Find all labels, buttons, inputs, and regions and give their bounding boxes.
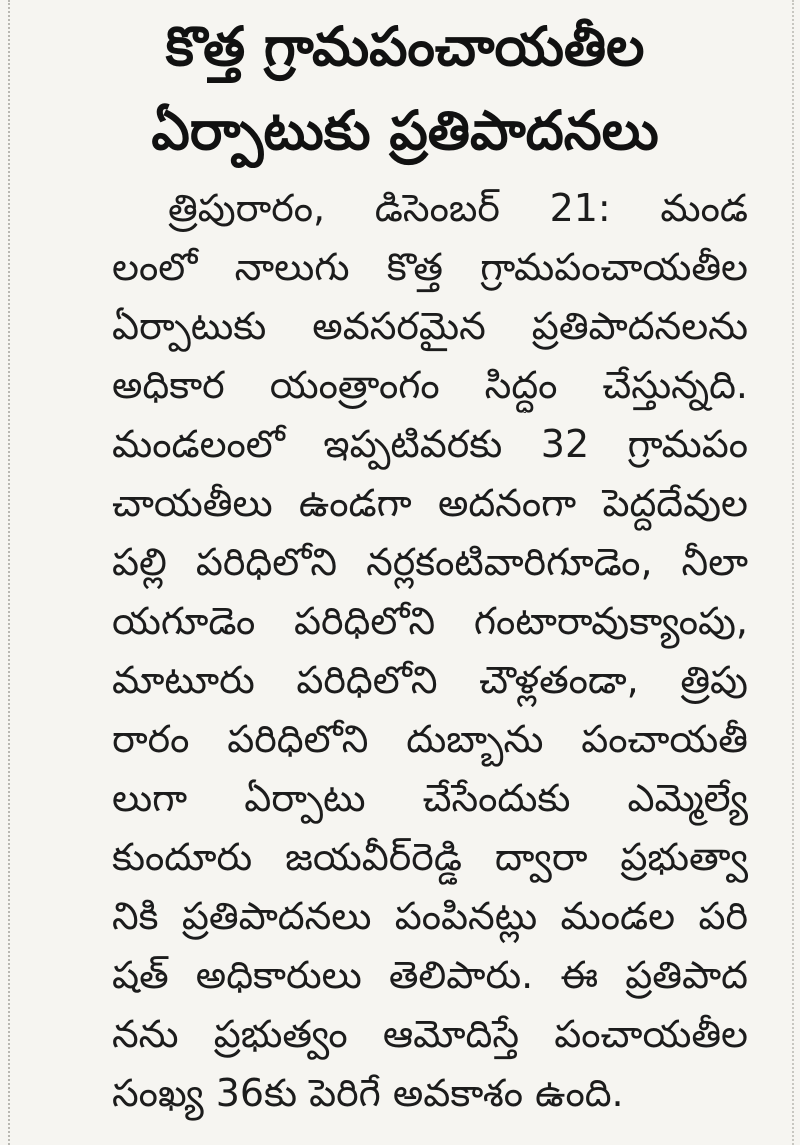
- body-line-1: త్రిపురారం, డిసెంబర్ 21: మండ: [168, 186, 748, 230]
- column-divider-right: [792, 0, 794, 1145]
- headline-line-2: ఏర్పాటుకు ప్రతిపాదనలు: [151, 99, 659, 162]
- body-line-10: రారం పరిధిలోని దుబ్బాను పంచాయతీ: [112, 717, 748, 761]
- body-line-13: నికి ప్రతిపాదనలు పంపినట్లు మండల పరి: [112, 894, 748, 938]
- body-line-6: చాయతీలు ఉండగా అదనంగా పెద్దదేవుల: [112, 481, 748, 525]
- body-line-9: మాటూరు పరిధిలోని చౌళ్లతండా, త్రిపు: [112, 658, 748, 702]
- body-line-15: నను ప్రభుత్వం ఆమోదిస్తే పంచాయతీల: [112, 1012, 748, 1056]
- body-line-2: లంలో నాలుగు కొత్త గ్రామపంచాయతీల: [112, 245, 748, 289]
- headline-line-1: కొత్త గ్రామపంచాయతీల: [165, 15, 645, 78]
- column-divider-left: [8, 0, 10, 1145]
- body-line-7: పల్లి పరిధిలోని నర్లకంటివారిగూడెం, నీలా: [112, 540, 748, 584]
- body-line-14: షత్ అధికారులు తెలిపారు. ఈ ప్రతిపాద: [112, 953, 748, 997]
- body-line-8: యగూడెం పరిధిలోని గంటారావుక్యాంపు,: [112, 599, 748, 643]
- body-line-4: అధికార యంత్రాంగం సిద్ధం చేస్తున్నది.: [112, 363, 748, 407]
- body-line-12: కుందూరు జయవీర్‌రెడ్డి ద్వారా ప్రభుత్వా: [112, 835, 748, 879]
- body-line-3: ఏర్పాటుకు అవసరమైన ప్రతిపాదనలను: [112, 304, 748, 348]
- body-line-5: మండలంలో ఇప్పటివరకు 32 గ్రామపం: [112, 422, 748, 466]
- body-line-16: సంఖ్య 36కు పెరిగే అవకాశం ఉంది.: [112, 1071, 624, 1115]
- body-line-11: లుగా ఏర్పాటు చేసేందుకు ఎమ్మెల్యే: [112, 776, 748, 820]
